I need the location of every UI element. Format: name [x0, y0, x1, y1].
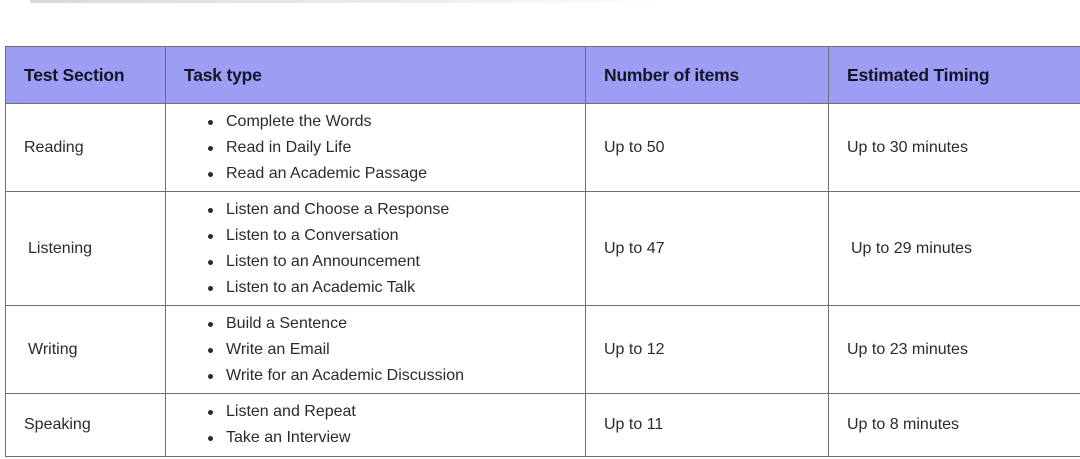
- header-estimated-timing: Estimated Timing: [829, 47, 1080, 104]
- task-item: Write an Email: [208, 337, 567, 363]
- items-cell: Up to 47: [586, 192, 829, 306]
- header-task-type: Task type: [166, 47, 586, 104]
- task-item: Write for an Academic Discussion: [208, 363, 567, 389]
- section-cell: Reading: [6, 104, 166, 192]
- items-cell: Up to 11: [586, 394, 829, 457]
- task-list: [184, 311, 567, 389]
- task-item: Complete the Words: [208, 109, 567, 135]
- table-body: [6, 104, 1080, 457]
- table-row-speaking: [6, 394, 1080, 457]
- items-cell: Up to 50: [586, 104, 829, 192]
- task-item: Listen to an Academic Talk: [208, 275, 567, 301]
- task-cell: [166, 192, 586, 306]
- task-item: Read an Academic Passage: [208, 161, 567, 187]
- header-row: [6, 47, 1080, 104]
- timing-cell: Up to 30 minutes: [829, 104, 1080, 192]
- items-cell: Up to 12: [586, 306, 829, 394]
- task-cell: [166, 306, 586, 394]
- task-item: Build a Sentence: [208, 311, 567, 337]
- task-item: Listen to a Conversation: [208, 223, 567, 249]
- task-item: Take an Interview: [208, 425, 567, 451]
- timing-cell: Up to 23 minutes: [829, 306, 1080, 394]
- timing-cell: Up to 29 minutes: [829, 192, 1080, 306]
- table-header: [6, 47, 1080, 104]
- section-cell: Speaking: [6, 394, 166, 457]
- task-item: Listen and Choose a Response: [208, 197, 567, 223]
- section-cell: Writing: [6, 306, 166, 394]
- cropped-text-strip: [30, 0, 670, 3]
- timing-cell: Up to 8 minutes: [829, 394, 1080, 457]
- task-item: Listen to an Announcement: [208, 249, 567, 275]
- test-structure-table: [5, 46, 1080, 457]
- header-test-section: Test Section: [6, 47, 166, 104]
- task-item: Read in Daily Life: [208, 135, 567, 161]
- task-cell: [166, 104, 586, 192]
- section-cell: Listening: [6, 192, 166, 306]
- task-list: [184, 109, 567, 187]
- test-structure-table-wrapper: [5, 46, 1080, 458]
- task-list: [184, 197, 567, 301]
- header-number-of-items: Number of items: [586, 47, 829, 104]
- task-cell: [166, 394, 586, 457]
- table-row-reading: [6, 104, 1080, 192]
- table-row-writing: [6, 306, 1080, 394]
- task-item: Listen and Repeat: [208, 399, 567, 425]
- task-list: [184, 399, 567, 451]
- table-row-listening: [6, 192, 1080, 306]
